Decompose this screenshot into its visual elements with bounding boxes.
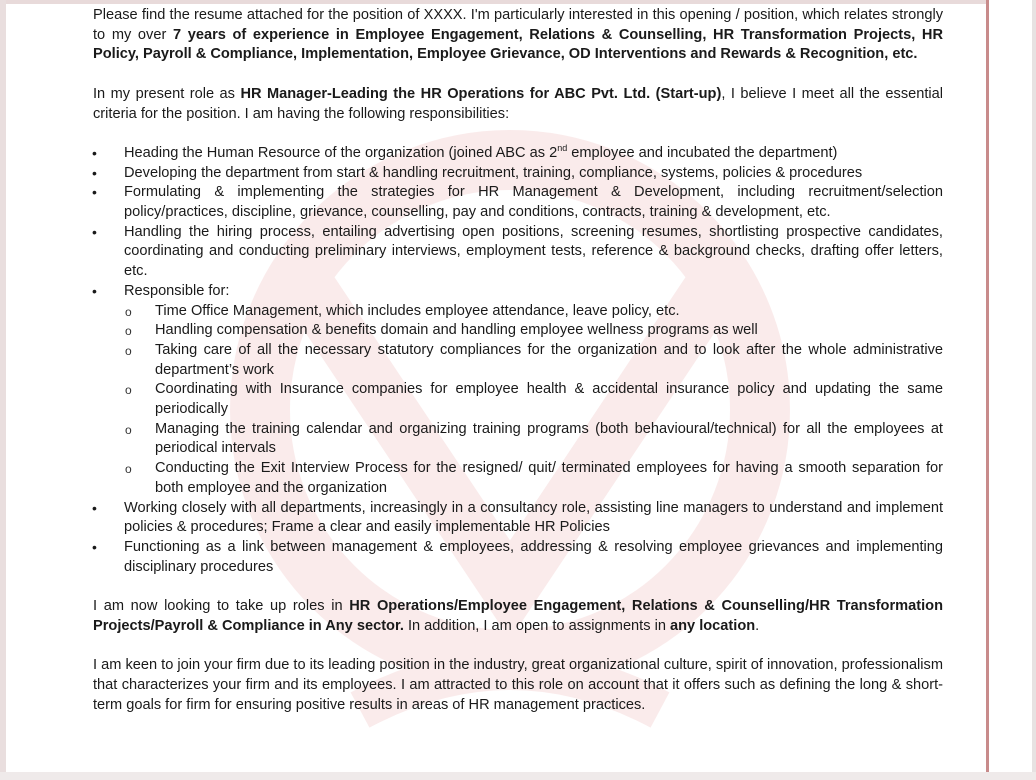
cover-letter-body	[93, 6, 943, 715]
frame-bottom-border	[0, 772, 1036, 780]
bullet-icon: •	[92, 144, 97, 161]
present-role-paragraph: In my present role as HR Manager-Leading the HR Operations for ABC Pvt. Ltd. (Start-up), I believe I meet all the essential criteria for the position. I am having the following responsibilities:	[93, 85, 943, 122]
circle-bullet-icon: o	[125, 462, 132, 477]
circle-bullet-icon: o	[125, 324, 132, 339]
sublist-item: o Taking care of all the necessary statutory compliances for the organization and to look after the whole administrative department’s work	[125, 341, 943, 378]
frame-right-margin	[986, 0, 1036, 780]
bullet-icon: •	[92, 538, 97, 555]
bullet-icon: •	[92, 499, 97, 516]
list-item: • Developing the department from start & handling recruitment, training, compliance, systems, policies & procedures	[93, 164, 943, 184]
sublist-item: o Time Office Management, which includes employee attendance, leave policy, etc.	[124, 302, 943, 322]
frame-right-rule	[986, 0, 989, 780]
sublist-item: o Coordinating with Insurance companies for employee health & accidental insurance policy and updating the same periodically	[125, 381, 943, 418]
bullet-icon: •	[92, 282, 97, 299]
bullet-icon: •	[92, 164, 97, 181]
bullet-icon: •	[92, 184, 97, 201]
responsibilities-list	[93, 144, 943, 577]
list-item: • Heading the Human Resource of the organization (joined ABC as 2nd employee and incubated the department)	[93, 144, 943, 164]
bullet-icon: •	[92, 223, 97, 240]
frame-right-edge	[1032, 0, 1036, 780]
frame-top-border	[0, 0, 1036, 4]
circle-bullet-icon: o	[125, 422, 132, 437]
list-item: • Handling the hiring process, entailing advertising open positions, screening resumes, shortlisting prospective candidates, coordinating and conducting preliminary interviews, employment tests, reference & background checks, drafting offer letters, etc.	[92, 223, 943, 280]
list-item: • Responsible for: o Time Office Management, which includes employee attendance, leave policy, etc. o Handling compensation & benefits domain and handling employee wellness programs as well o Taking care of all the necessary statutory compliances for the organization and to look after the whole administrative department’s work o Coordinating with Insurance companies for employee health & accidental insurance policy and updating the same periodically o Managing the training calendar and organizing training programs (both behavioural/technical) for all the employees at periodical intervals o Conducting the Exit Interview Process for the resigned/ quit/ terminated employees for having a smooth separation for both employee and the organization	[93, 282, 943, 499]
career-goal-paragraph: I am now looking to take up roles in HR Operations/Employee Engagement, Relations & Counselling/HR Transformation Projects/Payroll & Compliance in Any sector. In addition, I am open to assignments in any location.	[93, 598, 943, 634]
responsible-for-sublist	[124, 302, 943, 499]
list-item: • Formulating & implementing the strategies for HR Management & Development, including recruitment/selection policy/practices, discipline, grievance, counselling, pay and conditions, contracts, training & development, etc.	[92, 184, 943, 220]
closing-paragraph: I am keen to join your firm due to its leading position in the industry, great organizational culture, spirit of innovation, professionalism that characterizes your firm and its employees. I am attracted to this role on account that it offers such as defining the long & short-term goals for firm for ensuring positive results in areas of HR management practices.	[93, 657, 943, 713]
frame-left-border	[0, 0, 6, 780]
list-item: • Functioning as a link between management & employees, addressing & resolving employee grievances and implementing disciplinary procedures	[92, 538, 943, 575]
sublist-item: o Conducting the Exit Interview Process for the resigned/ quit/ terminated employees for having a smooth separation for both employee and the organization	[125, 460, 943, 496]
intro-paragraph: Please find the resume attached for the position of XXXX. I'm particularly interested in this opening / position, which relates strongly to my over 7 years of experience in Employee Engagement, Relations & Counselling, HR Transformation Projects, HR Policy, Payroll & Compliance, Implementation, Employee Grievance, OD Interventions and Rewards & Recognition, etc.	[93, 7, 943, 63]
sublist-item: o Handling compensation & benefits domain and handling employee wellness programs as well	[124, 321, 943, 341]
circle-bullet-icon: o	[125, 383, 132, 398]
list-item: • Working closely with all departments, increasingly in a consultancy role, assisting line managers to understand and implement policies & procedures; Frame a clear and easily implementable HR Policies	[92, 499, 943, 536]
circle-bullet-icon: o	[125, 304, 132, 319]
circle-bullet-icon: o	[125, 343, 132, 358]
sublist-item: o Managing the training calendar and organizing training programs (both behavioural/technical) for all the employees at periodical intervals	[125, 420, 943, 457]
